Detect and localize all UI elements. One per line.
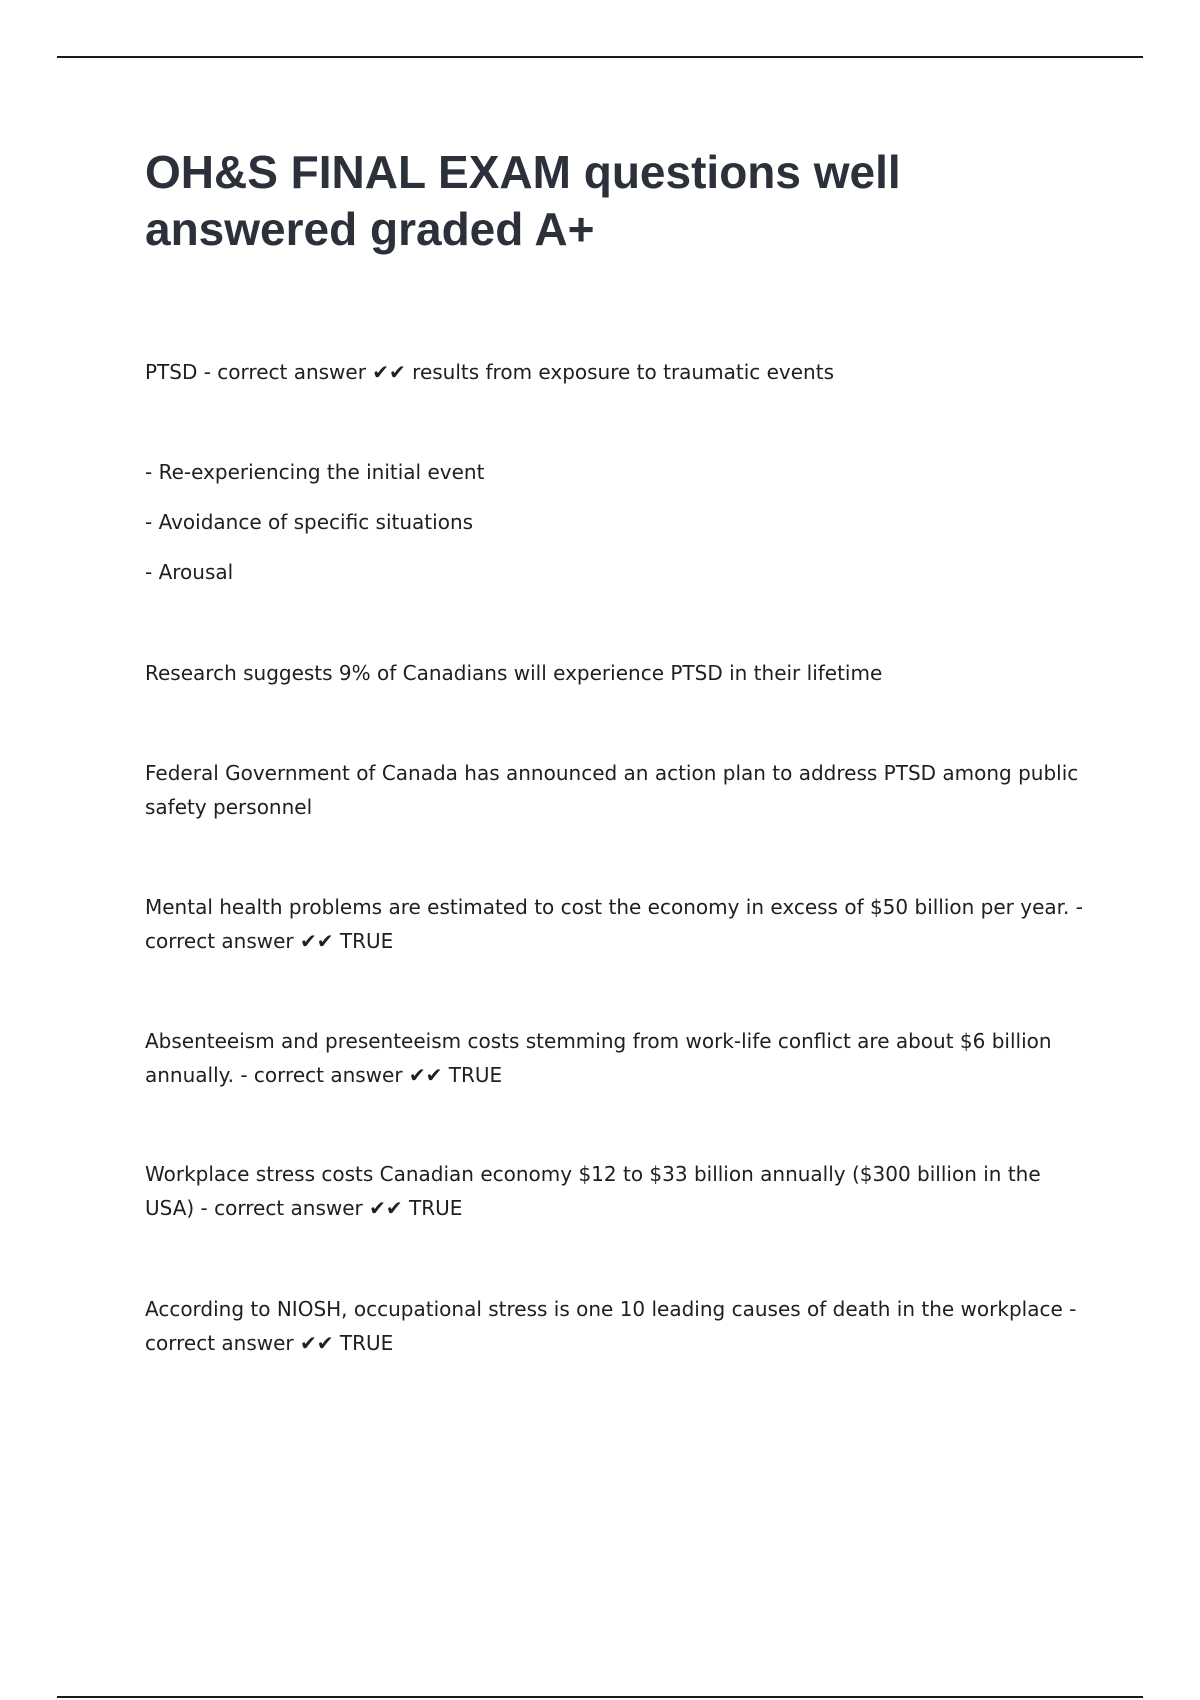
mental-health-cost-question: Mental health problems are estimated to cost the economy in excess of $50 billion per year. - correct answer ✔✔ TRUE	[145, 895, 1083, 953]
federal-government-statement: Federal Government of Canada has announced an action plan to address PTSD among public safety personnel	[145, 761, 1079, 819]
page-title: OH&S FINAL EXAM questions well answered graded A+	[145, 146, 901, 255]
list-item-reexperiencing: - Re-experiencing the initial event	[145, 460, 485, 484]
top-rule	[57, 56, 1143, 58]
bottom-rule	[57, 1696, 1143, 1698]
research-statement: Research suggests 9% of Canadians will experience PTSD in their lifetime	[145, 661, 883, 685]
workplace-stress-cost-question: Workplace stress costs Canadian economy $12 to $33 billion annually ($300 billion in the USA) - correct answer ✔✔ TRUE	[145, 1162, 1041, 1220]
list-item-arousal: - Arousal	[145, 560, 234, 584]
niosh-stress-question: According to NIOSH, occupational stress is one 10 leading causes of death in the workplace - correct answer ✔✔ TRUE	[145, 1297, 1077, 1355]
list-item-avoidance: - Avoidance of specific situations	[145, 510, 474, 534]
absenteeism-cost-question: Absenteeism and presenteeism costs stemming from work-life conflict are about $6 billion annually. - correct answer ✔✔ TRUE	[145, 1029, 1052, 1087]
ptsd-question: PTSD - correct answer ✔✔ results from exposure to traumatic events	[145, 360, 834, 384]
